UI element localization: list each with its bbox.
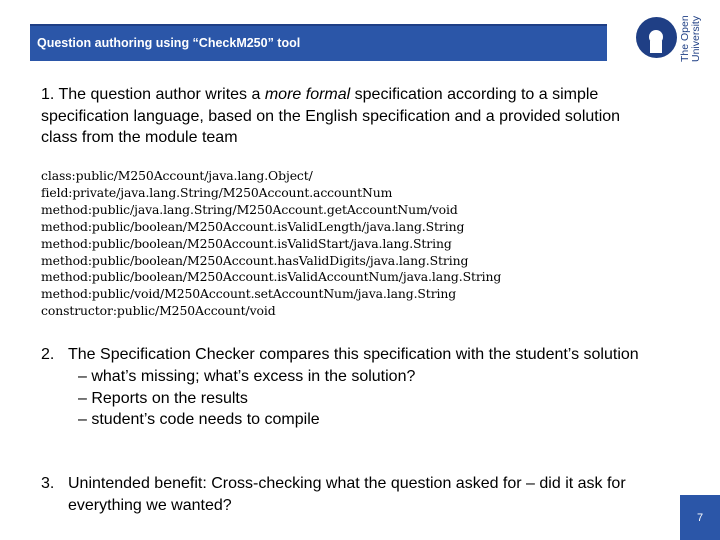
code-line: method:public/void/M250Account.setAccountNum/java.lang.String: [41, 286, 457, 302]
title-bar: [30, 24, 607, 61]
page-number: 7: [696, 512, 704, 524]
point-2-number: 2.: [41, 346, 55, 363]
sub-point: – student’s code needs to compile: [78, 411, 320, 429]
point-1-text: 1. The question author writes a more formal specification according to a simple specification language, based on the English specification and a provided solution class from the module team: [41, 86, 621, 146]
code-line: method:public/boolean/M250Account.hasValidDigits/java.lang.String: [41, 252, 469, 268]
specification-code-block: [41, 168, 681, 320]
logo-emblem-icon: [636, 17, 677, 58]
point-2-text: The Specification Checker compares this specification with the student’s solution: [68, 346, 639, 363]
point-3-number: 3.: [41, 475, 55, 492]
code-line: method:public/boolean/M250Account.isValidLength/java.lang.String: [41, 218, 465, 234]
slide-title: Question authoring using “CheckM250” tool: [37, 36, 301, 50]
point-2: [41, 344, 651, 431]
code-line: constructor:public/M250Account/void: [41, 303, 276, 319]
point-3: [41, 473, 651, 517]
code-line: field:private/java.lang.String/M250Account.accountNum: [41, 184, 393, 200]
code-line: class:public/M250Account/java.lang.Object/: [41, 168, 313, 183]
code-line: method:public/boolean/M250Account.isValidAccountNum/java.lang.String: [41, 269, 502, 285]
logo-wordmark: The Open University: [679, 15, 702, 62]
open-university-logo: [634, 12, 704, 64]
page-number-box: [680, 495, 720, 540]
sub-point: – what’s missing; what’s excess in the solution?: [78, 367, 416, 385]
code-line: method:public/java.lang.String/M250Account.getAccountNum/void: [41, 201, 458, 217]
sub-point: – Reports on the results: [78, 389, 248, 407]
code-line: method:public/boolean/M250Account.isValidStart/java.lang.String: [41, 235, 452, 251]
point-1-emphasis: more formal: [264, 86, 351, 103]
point-3-text: Unintended benefit: Cross-checking what the question asked for – did it ask for everything we wanted?: [68, 475, 626, 514]
